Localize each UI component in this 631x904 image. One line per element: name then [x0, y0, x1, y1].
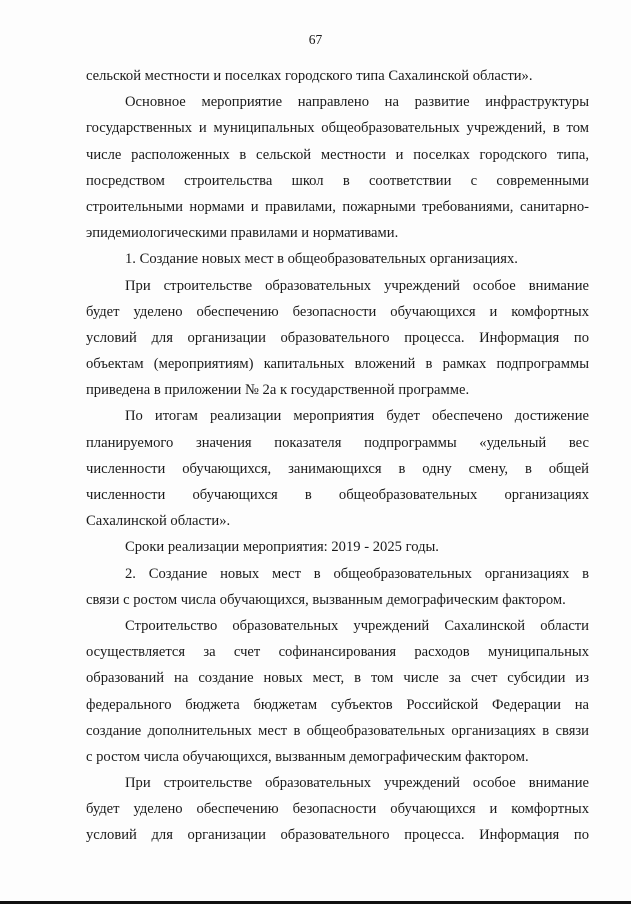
text-line: Строительство образовательных учреждений Сахалинской области: [125, 617, 589, 634]
text-line: эпидемиологическими правилами и нормативами.: [86, 225, 399, 242]
text-line: создание дополнительных мест в общеобразовательных организациях в связи: [86, 722, 589, 739]
text-line: Сахалинской области».: [86, 513, 231, 530]
text-line: планируемого значения показателя подпрограммы «удельный вес: [86, 434, 589, 451]
text-line: федерального бюджета бюджетам субъектов Российской Федерации на: [86, 696, 589, 713]
page-number: 67: [308, 32, 323, 47]
text-line: осуществляется за счет софинансирования расходов муниципальных: [86, 644, 589, 661]
text-line: будет уделено обеспечению безопасности обучающихся и комфортных: [86, 801, 589, 818]
text-line: численности обучающихся в общеобразовательных организациях: [86, 487, 589, 503]
text-line: образований на создание новых мест, в том числе за счет субсидии из: [86, 670, 589, 687]
text-line: При строительстве образовательных учреждений особое внимание: [125, 277, 589, 294]
text-line: 2. Создание новых мест в общеобразовательных организациях в: [125, 565, 589, 582]
text-line: связи с ростом числа обучающихся, вызванным демографическим фактором.: [86, 591, 566, 608]
text-line: численности обучающихся, занимающихся в одну смену, в общей: [86, 460, 589, 477]
text-line: условий для организации образовательного процесса. Информация по: [86, 827, 589, 844]
text-line: строительными нормами и правилами, пожарными требованиями, санитарно-: [86, 198, 589, 215]
text-line: приведена в приложении № 2а к государственной программе.: [86, 382, 470, 399]
text-line: По итогам реализации мероприятия будет обеспечено достижение: [125, 408, 589, 425]
text-line: Сроки реализации мероприятия: 2019 - 2025 годы.: [125, 539, 439, 556]
text-line: объектам (мероприятиям) капитальных вложений в рамках подпрограммы: [86, 356, 589, 373]
text-line: с ростом числа обучающихся, вызванным демографическим фактором.: [86, 748, 529, 765]
text-line: посредством строительства школ в соответствии с современными: [86, 172, 589, 189]
text-line: При строительстве образовательных учреждений особое внимание: [125, 775, 589, 792]
text-line: условий для организации образовательного процесса. Информация по: [86, 329, 589, 346]
text-line: 1. Создание новых мест в общеобразовательных организациях.: [125, 251, 518, 268]
text-line: Основное мероприятие направлено на развитие инфраструктуры: [125, 94, 589, 111]
text-line: государственных и муниципальных общеобразовательных учреждений, в том: [86, 120, 589, 137]
text-line: числе расположенных в сельской местности и поселках городского типа,: [86, 146, 589, 163]
text-line: будет уделено обеспечению безопасности обучающихся и комфортных: [86, 303, 589, 320]
text-line: сельской местности и поселках городского типа Сахалинской области».: [86, 68, 533, 84]
document-body: [86, 63, 589, 849]
